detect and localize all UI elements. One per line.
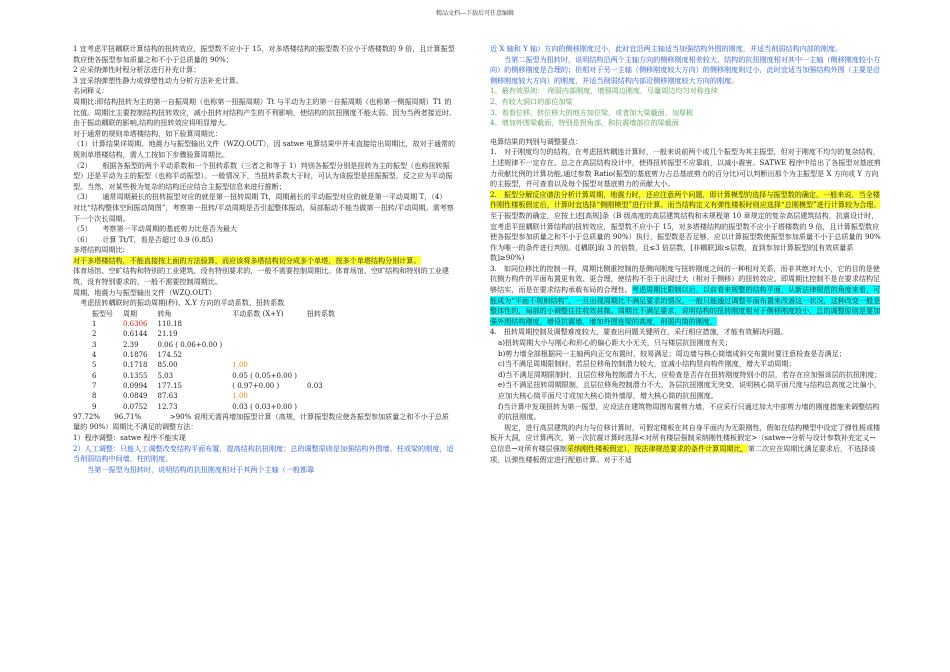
list-item: 1、最有效原则： 削弱内部刚度，增强周边刚度，尽量周边均匀对称连续 xyxy=(490,86,718,96)
cell: 1.00 xyxy=(232,361,248,370)
right-column xyxy=(490,44,882,465)
list-item: e)当不满足扭转周期限制，且层位移角控制潜力不大，各层抗扭刚度无突变，说明核心筒平面尺度与结构总高度之比偏小，应加大核心筒平面尺寸或加大核心筒外墙厚，增大核心筒的抗扭刚度。 xyxy=(498,380,881,400)
para: 3 宜采纳弹塑性静力或弹塑性动力分析方法补充计算。 xyxy=(73,75,243,85)
list-item: a)扭转周期大小与刚心和形心的偏心距大小无关，只与楼层抗扭刚度有关； xyxy=(498,338,732,348)
cell: 0.1355 xyxy=(123,371,148,380)
para: 2 应采纳弹性时程分析法进行补充计算； xyxy=(73,65,201,75)
section-title: 电算结果的判别与调整要点： xyxy=(490,136,583,146)
highlight: 2. 振型分解反应谱法分析计算周期，地震力时，还应注意两个问题，即计算模型的选择与振型数的确定。一般来说，当全楼作刚性楼板假定后，计算时宜选择“侧刚模型”进行计算。而当结构定义有弹性楼板时则应选择“总刚模型”进行计算较为合理。 xyxy=(490,189,881,210)
highlight: 采纳刚性楼板假定），按法律规范要求的条件计算周期比， xyxy=(566,443,748,453)
table-row xyxy=(87,329,340,339)
cell xyxy=(302,391,340,401)
para: 4. 扭转周期控制及调整难度较大，要查出问题关键所在，采行相应措施，才能有效解决问题。 xyxy=(490,327,788,337)
cell: 0.6144 xyxy=(123,330,148,339)
para: 周期比:即结构扭转为主的第一自振周期（也称第一扭振周期）Tt 与平动为主的第一自振周期（也称第一侧振周期）T1 的比值。周期比主要控制结构扭转效应，减小扭转对结构产生的不利影响，使结构的抗扭刚度不能太弱。因为当两者接近时,由于振动耦联的影响,结构的扭转效应将明显增大。 xyxy=(73,96,452,128)
cell: 87.63 xyxy=(157,392,178,401)
cell: 6 xyxy=(92,371,97,380)
para: 对于通常的规则单塔楼结构，如下验算周期比： xyxy=(73,128,222,138)
para: 多塔结构周期比: xyxy=(73,245,126,255)
cell: 0.1876 xyxy=(123,351,148,360)
para: 1 宜考虑平扭耦联计算结构的扭转效应，振型数不应小于 15，对多塔楼结构的振型数不应小于塔楼数的 9 倍，且计算振型数应使各振型参加质量之和不小于总质量的 90%； xyxy=(73,44,455,64)
list-item: b)剪力墙全部根据同一主轴两向正交布置时，较易满足；周边墙与核心筒墙成斜交布置时要注意检查是否满足； xyxy=(498,348,846,358)
cell xyxy=(302,319,340,329)
para-body: 3. 如同位移比的控制一样，周期比侧重控制的是侧向刚度与扭转刚度之间的一种相对关系，而非其绝对大小，它的目的是使抗侧力构件的平面布置更有效、更合理，使结构不至于出现过大（相对于侧移）的扭转效应。即周期比控制不是在要求结构足够结实，而是在要求结构承载布局的合理性。 xyxy=(490,263,881,295)
highlighted-para xyxy=(73,256,456,267)
para: 考虑扭转耦联时的振动周期(秒)、X,Y 方向的平动系数、扭转系数 xyxy=(73,298,285,308)
cell: 0.0752 xyxy=(123,402,148,411)
cell xyxy=(302,402,340,412)
table-row xyxy=(87,360,340,370)
para: 近 X 轴和 Y 轴）方向的侧移刚度过小，此时宜沿两主轴适当加强结构外围的刚度，并适当削弱结构内部的刚度。 xyxy=(490,44,843,53)
cell xyxy=(302,340,340,350)
highlight: 考虑周期比限制以后，以前看来规整的结构平面，从新法律规范的角度来看，可能成为“平面不规则结构”，一旦出现周期比不满足要求的情况，一般只能通过调整平面布置来改善这一状况，这种改变一般是整体性的，局部的小调整往往收效甚微。周期比不满足要求，说明结构的扭转刚度相对于侧移刚度较小，总的调整原则是要加强外围结构刚度，增设抗震墙，增加外围连梁的高度，削弱内筒的刚度。 xyxy=(490,285,881,326)
cell xyxy=(227,329,302,339)
cell xyxy=(302,360,340,370)
para: 周期、地震力与振型输出文件（WZQ.OUT） xyxy=(73,287,216,297)
list-item: 4、增加外围梁截面，特别是拐角部，和抗震墙部位的梁截面 xyxy=(490,118,679,128)
cell: 7 xyxy=(92,381,97,390)
para-tail: 第二次应在周期比满足要求后，不选择该项，以弹性楼板假定进行配筋计算。对于不适 xyxy=(490,443,876,464)
table-header-row xyxy=(87,309,340,319)
page-header: 精品文档---下载后可任意编辑 xyxy=(435,10,515,17)
cell: 4 xyxy=(92,351,97,360)
cell: 12.73 xyxy=(157,402,178,411)
cell: 9 xyxy=(92,402,97,411)
table-row xyxy=(87,381,340,391)
col-header: 平动系数 (X+Y) xyxy=(232,309,284,318)
cell xyxy=(227,340,302,350)
list-item: d)当不满足周期限制时，且层位移角控制潜力不大，应检查是否存在扭转刚度特别小的层，若存在应加强该层的抗扭刚度； xyxy=(498,369,882,379)
cell: 85.00 xyxy=(157,361,178,370)
cell xyxy=(227,319,302,329)
list-item: f)当计算中发现扭转为第一振型，应设法在建筑物周围布置剪力墙，不应采行只通过加大中部剪力墙的刚度措施来调整结构的抗扭刚度。 xyxy=(498,401,880,422)
para xyxy=(490,190,882,264)
cell xyxy=(302,350,340,360)
para-tail: 至于振型数的确定，应按上述[高规]条（B 级高度的高层建筑结构和未规程第 10 章规定的复杂高层建筑结构，抗震设计时，宜考虑平扭耦联计算结构的扭转效应，振型数不应小于 15，对多塔楼结构的振型数不应小于塔楼数的 9 倍，且计算振型数应使各振型参加质量之和不小于总质量的 90%）执行，振型数是否足够，应以计算振型数使振型参加质量不小于总质量的 90%作为唯一的条件进行判别。([耦联]取 3 的倍数，且≤3 倍层数，[非耦联]取≤层数，直到参加计算振型的[有效质量系数]≥90%) xyxy=(490,210,881,263)
cell: 21.19 xyxy=(157,330,178,339)
para: （1）计算结果详周期、地震力与振型输出文件（WZQ.OUT），因 satwe 电算结果中并未直接给出周期比，故对于通常的规则单塔楼结构，需人工按如下步骤验算周期比。 xyxy=(73,139,456,159)
col-header: 周期 xyxy=(123,309,137,318)
cell: 174.52 xyxy=(157,351,182,360)
table-row xyxy=(87,340,340,350)
cell: 5 xyxy=(92,361,97,370)
list-item: 3、看看位移、转位移大的地方加位梁，或者加大梁截面，加厚板 xyxy=(490,107,694,117)
cell: 2.39 xyxy=(123,340,139,349)
cell: 0.6306 xyxy=(123,320,148,329)
cell: 0.05 ( 0.05+0.00 ) xyxy=(232,371,298,380)
table-row xyxy=(87,319,340,329)
cell: 8 xyxy=(92,392,97,401)
col-header: 振型号 xyxy=(92,309,113,318)
cell: 3 xyxy=(92,340,97,349)
para-body: 规定，进行高层建筑的内力与位移计算时，可假定楼板在其自身平面内为无限刚性，假如在结构模型中设定了弹性板或楼板开大洞，应计算两次，第一次抗震计算时选择<对所有楼层强制采纳刚性楼板假定>（satwe→分析与设计参数补充定义→总信息→对所有楼层强制 xyxy=(490,422,881,453)
cell: ( 0.97+0.00 ) xyxy=(232,381,280,390)
para xyxy=(490,423,882,465)
list-item: 2、有较大洞口的部位加梁 xyxy=(490,96,573,106)
cell: 0.0849 xyxy=(123,392,148,401)
para: 1）程序调整：satwe 程序不能实现 xyxy=(73,433,186,442)
cell: 0.1718 xyxy=(123,361,148,370)
para: 体育场馆、空旷结构和特别的工业建筑，没有特别要求的，一般不需要控制周期比。体育场馆、空旷结构和特别的工业建筑，没有特别要求的，一般不需要控制周期比。 xyxy=(73,266,449,287)
table-row xyxy=(87,391,340,401)
cell: 1 xyxy=(92,320,97,329)
col-header: 转角 xyxy=(157,309,172,318)
para: 2）人工调整：只能人工调整改变结构平面布置，提高结构抗扭刚度；总的调整原则是加强结构外围墙、柱或梁的刚度，适当削弱结构中间墙、柱的刚度。 xyxy=(73,443,454,464)
cell xyxy=(302,371,340,381)
table-row xyxy=(87,371,340,381)
cell: 0.03 ( 0.03+0.00 ) xyxy=(232,402,298,411)
para: （5） 考察第一平动周期的基底剪力比是否为最大 xyxy=(73,224,238,234)
para: （6） 计算 Tt/T，看是否超过 0.9 (0.85) xyxy=(73,234,214,244)
table-row xyxy=(87,402,340,412)
para xyxy=(490,264,882,328)
cell xyxy=(302,329,340,339)
left-column xyxy=(73,44,456,475)
list-item: c)当不满足周期限制时，若层位移角控制潜力较大，宜减小结构竖向构件刚度，增大平动周期； xyxy=(498,359,796,369)
col-header: 扭转系数 xyxy=(307,309,336,318)
cell xyxy=(227,350,302,360)
cell: 0.06 ( 0.06+0.00 ) xyxy=(157,340,223,349)
para: 97.72% 96.71% >90% 说明无需再增加振型计算（高规，计算振型数应使各振型参加质量之和不小于总质量的 90%）周期比不满足的调整方法： xyxy=(73,411,449,432)
para: 1. 对于刚度均匀的结构，在考虑扭转耦连计算时，一般来说前两个或几个振型为其主振型，但对于刚度不均匀的复杂结构，上述规律不一定存在。总之在高层结构设计中，使得扭转振型不应靠前，以减小震害。SATWE 程序中给出了各振型对基底剪力贡献比例的计算功能,通过参数 Ratio(振型的基底剪力占总基底剪力的百分比)可以判断出那个为主振型是 X 方向或 Y 方向的主振型，并可查看以及每个振型对基底剪力的贡献大小。 xyxy=(490,147,881,189)
cell: 0.0994 xyxy=(123,381,148,390)
cell: 1.00 xyxy=(232,392,248,401)
para: 当第一振型为扭转时，说明结构的抗扭刚度相对于其两个主轴（一般都靠 xyxy=(73,464,315,474)
cell: 0.03 xyxy=(307,381,323,390)
para: 当第二振型为扭转时，说明结构沿两个主轴方向的侧移刚度相差较大，结构的抗扭刚度相对其中一主轴（侧移刚度较小方向）的侧移刚度是合理的；但相对于另一主轴（侧移刚度较大方向）的侧移刚度则过小，此时宜适当加强结构外围（主要是沿侧移刚度较大方向）的刚度，并适当削弱结构内部沿侧移刚度较大方向的刚度。 xyxy=(490,54,881,85)
highlight: 对于多塔楼结构，不能直接按上面的方法验算，而应该将多塔结构切分成多个单塔，按多个单塔结构分别计算。 xyxy=(73,255,421,265)
cell: 2 xyxy=(92,330,97,339)
para: 名词释义： xyxy=(73,86,109,96)
period-table xyxy=(87,309,340,412)
para: （3） 通常周期最长的扭转振型对应的就是第一扭转周期 Tt，周期最长的平动振型对应的就是第一平动周期 T，（4） 对比“结构整体空间振动简图”，考察第一扭转/平动周期是否引起整体振动，局部振动不能当做第一扭转/平动周期。需考察下一个次长周期。 xyxy=(73,192,458,223)
cell: 110.18 xyxy=(157,320,182,329)
para: （2） 根据各振型的两个平动系数和一个扭转系数（三者之和等于 1）判别各振型分别是扭转为主的振型（也称扭转振型）还是平动为主的振型（也称平动振型）。一般情况下，当扭转系数大于时，可认为该振型是扭振振型，反之应为平动振型。当然，对某些极为复杂的结构还应结合主振型信息来进行推断； xyxy=(73,160,453,191)
table-row xyxy=(87,350,340,360)
cell: 177.15 xyxy=(157,381,182,390)
cell: 5.03 xyxy=(157,371,174,380)
